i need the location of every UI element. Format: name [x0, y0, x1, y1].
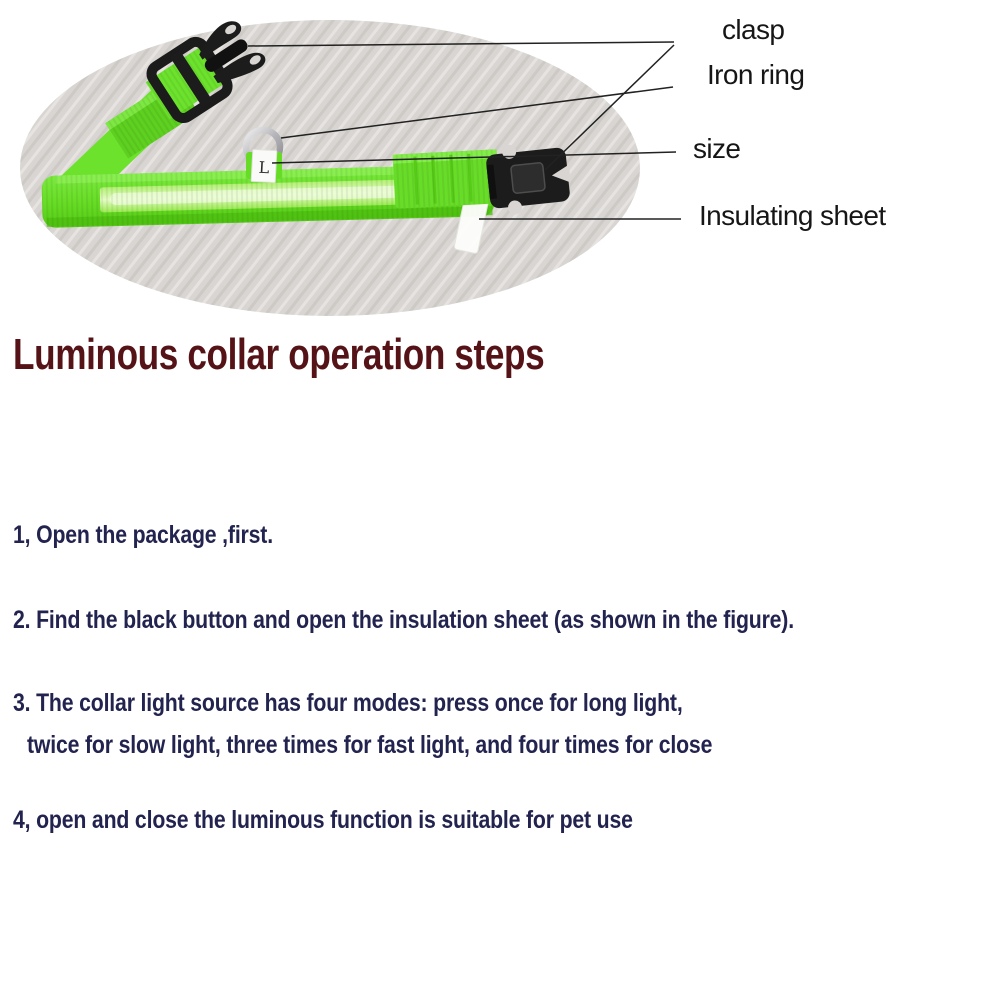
section-heading: Luminous collar operation steps: [13, 330, 545, 379]
black-button: [511, 162, 546, 193]
step-line-3a: 3. The collar light source has four modes: press once for long light,: [13, 689, 683, 717]
size-tag: [251, 149, 277, 182]
part-label-iron-ring: Iron ring: [707, 59, 805, 90]
step-line-3b: twice for slow light, three times for fast light, and four times for close: [27, 731, 713, 759]
collar-photo: [0, 0, 1000, 340]
step-line-2: 2. Find the black button and open the insulation sheet (as shown in the figure).: [13, 606, 794, 634]
step-line-1: 1, Open the package ,first.: [13, 521, 273, 549]
size-tag-letter: L: [258, 157, 270, 178]
part-label-clasp: clasp: [722, 14, 785, 45]
step-line-4: 4, open and close the luminous function is suitable for pet use: [13, 806, 633, 834]
part-label-size: size: [693, 133, 741, 164]
part-label-insulating-sheet: Insulating sheet: [699, 200, 886, 231]
